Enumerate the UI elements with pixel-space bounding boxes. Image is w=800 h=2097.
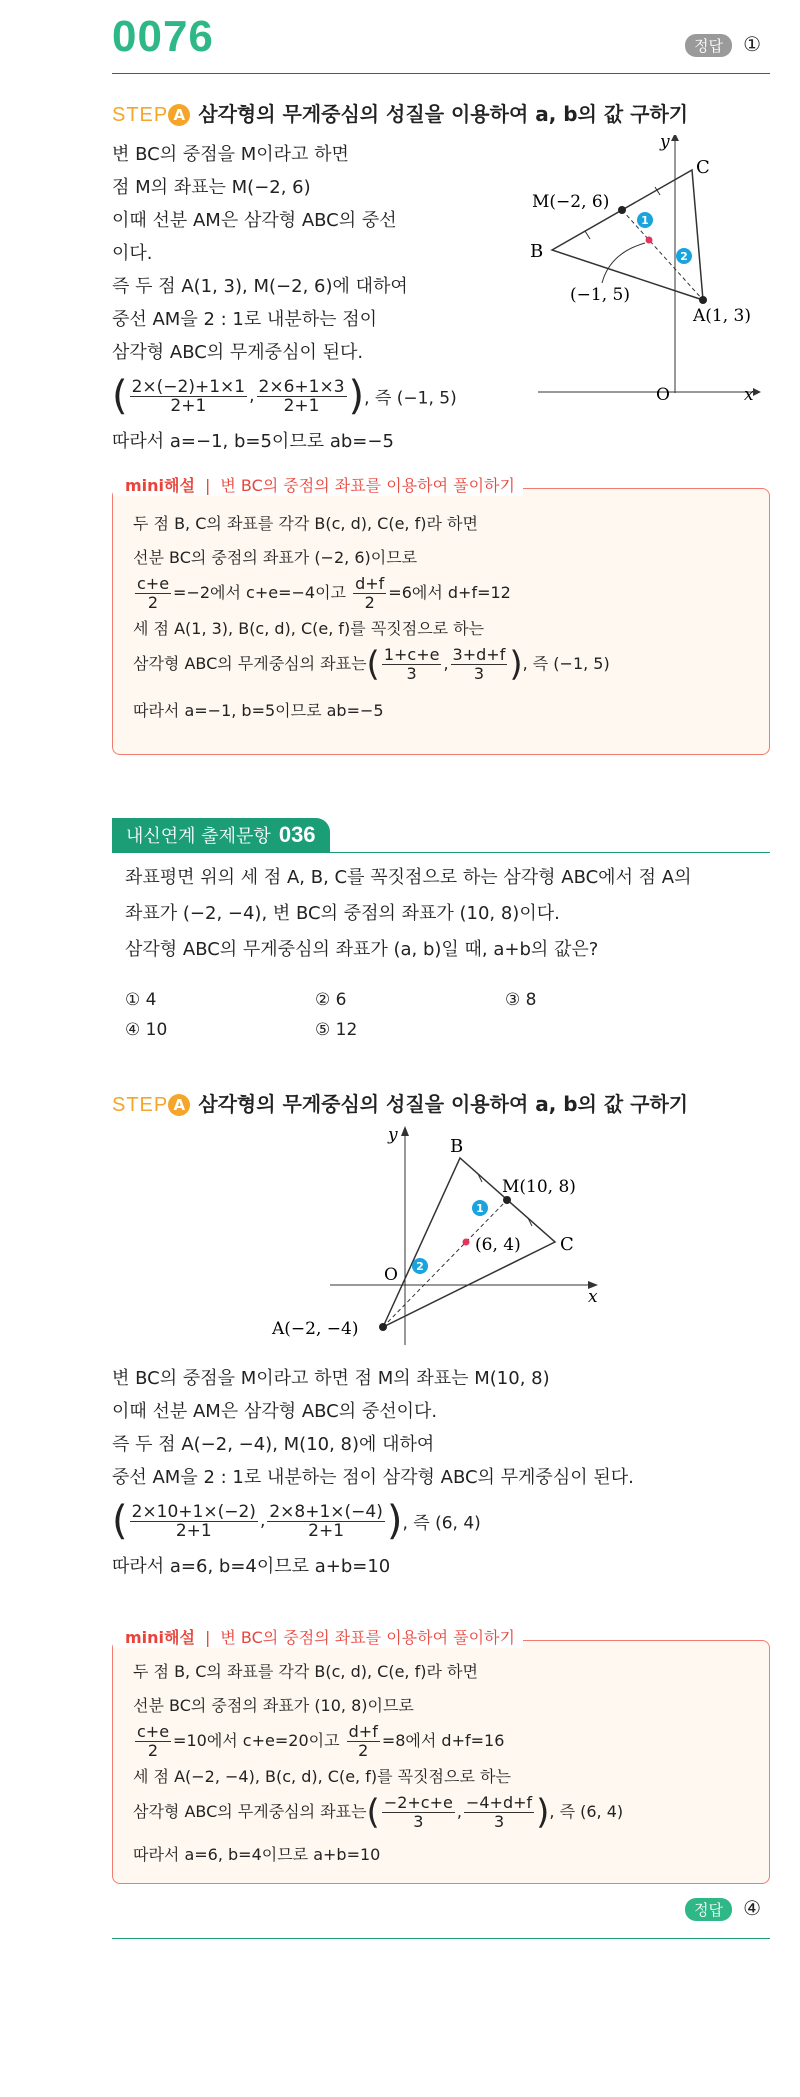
solution-text <box>112 138 552 458</box>
conclusion: 따라서 a=−1, b=5이므로 ab=−5 <box>112 431 394 452</box>
choice-5[interactable]: ⑤ 12 <box>315 1020 358 1040</box>
mini-explanation-2 <box>112 1628 770 1884</box>
conclusion: 따라서 a=6, b=4이므로 a+b=10 <box>112 1556 391 1577</box>
mini-line: 두 점 B, C의 좌표를 각각 B(c, d), C(e, f)라 하면 <box>133 514 478 533</box>
choice-3[interactable]: ③ 8 <box>505 990 537 1010</box>
formula-result: , 즉 (6, 4) <box>402 1513 481 1534</box>
tick-mark <box>585 231 590 239</box>
fraction-numerator: 2×6+1×3 <box>258 376 345 397</box>
answer-badge: 정답 <box>685 1898 732 1921</box>
solution-line: 즉 두 점 A(1, 3), M(−2, 6)에 대하여 <box>112 276 408 297</box>
centroid-formula: ( $\frac{2\times(-2)+1\times 1}{2+1}$ , $\frac{2\times 6+1\times 3}{2+1}$ ), 즉 (−1, 5) <box>112 373 457 419</box>
marker-1-label: 1 <box>476 1202 484 1215</box>
question-line: 삼각형 ABC의 무게중심의 좌표가 (a, b)일 때, a+b의 값은? <box>125 939 599 960</box>
median-am <box>383 1200 507 1327</box>
problem-number: 0076 <box>112 12 214 61</box>
triangle-abc <box>552 170 703 300</box>
answer-badge: 정답 <box>685 34 732 57</box>
mini-line: 삼각형 ABC의 무게중심의 좌표는( $\frac{1+c+e}{3}$ , $\frac{3+d+f}{3}$ ), 즉 (−1, 5) <box>133 644 610 685</box>
label-y: y <box>660 135 670 152</box>
marker-1-label: 1 <box>641 214 649 227</box>
label-x: x <box>744 385 754 405</box>
point-a <box>379 1323 387 1331</box>
choices <box>125 985 695 1045</box>
choice-1[interactable]: ① 4 <box>125 990 157 1010</box>
label-m: M(−2, 6) <box>532 192 610 212</box>
footer-answer <box>685 1896 761 1921</box>
naesin-label <box>112 818 330 852</box>
point-m <box>618 206 626 214</box>
fraction-denominator: 2 <box>147 593 159 612</box>
label-a: A(1, 3) <box>693 306 751 326</box>
answer-value: ① <box>743 32 762 56</box>
header-rule <box>112 73 770 74</box>
mini-text: 삼각형 ABC의 무게중심의 좌표는 <box>133 654 367 673</box>
fraction-numerator: c+e <box>137 574 170 593</box>
fraction-denominator: 3 <box>493 1812 505 1831</box>
mini-line: 따라서 a=−1, b=5이므로 ab=−5 <box>133 701 384 720</box>
label-centroid: (−1, 5) <box>570 285 630 305</box>
fraction-numerator: 2×10+1×(−2) <box>131 1501 256 1522</box>
label-origin: O <box>384 1265 398 1285</box>
naesin-question <box>125 860 765 968</box>
naesin-rule <box>112 852 770 853</box>
fraction-denominator: 2+1 <box>308 1520 345 1541</box>
mini-line: 선분 BC의 중점의 좌표가 (−2, 6)이므로 <box>133 548 418 567</box>
step-letter: A <box>168 104 190 126</box>
point-m <box>503 1196 511 1204</box>
mini-text: 삼각형 ABC의 무게중심의 좌표는 <box>133 1802 367 1821</box>
solution-text-2 <box>112 1362 772 1583</box>
solution-line: 변 BC의 중점을 M이라고 하면 <box>112 144 349 165</box>
solution-line: 변 BC의 중점을 M이라고 하면 점 M의 좌표는 M(10, 8) <box>112 1368 550 1389</box>
mini-line: 선분 BC의 중점의 좌표가 (10, 8)이므로 <box>133 1696 414 1715</box>
answer-value: ④ <box>743 1896 762 1920</box>
solution-line: 이때 선분 AM은 삼각형 ABC의 중선 <box>112 210 397 231</box>
centroid-formula: ( $\frac{2\times 10+1\times(-2)}{2+1}$ , $\frac{2\times 8+1\times(-4)}{2+1}$ ), 즉 (6, 4) <box>112 1498 481 1544</box>
label-a: A(−2, −4) <box>272 1319 359 1339</box>
fraction-numerator: −2+c+e <box>383 1793 453 1812</box>
label-centroid: (6, 4) <box>475 1235 521 1255</box>
fraction-denominator: 3 <box>473 664 485 683</box>
fraction-numerator: 1+c+e <box>383 645 440 664</box>
solution-line: 중선 AM을 2 : 1로 내분하는 점이 삼각형 ABC의 무게중심이 된다. <box>112 1467 634 1488</box>
step-heading-2 <box>112 1088 688 1117</box>
solution-line: 이때 선분 AM은 삼각형 ABC의 중선이다. <box>112 1401 438 1422</box>
fraction-numerator: d+f <box>355 574 385 593</box>
step-word: STEP <box>112 104 169 126</box>
mini-line: 삼각형 ABC의 무게중심의 좌표는( $\frac{-2+c+e}{3}$ , $\frac{-4+d+f}{3}$ ), 즉 (6, 4) <box>133 1792 624 1833</box>
solution-line: 즉 두 점 A(−2, −4), M(10, 8)에 대하여 <box>112 1434 435 1455</box>
question-line: 좌표평면 위의 세 점 A, B, C를 꼭짓점으로 하는 삼각형 ABC에서 점 A의 <box>125 867 692 888</box>
label-c: C <box>696 157 710 178</box>
mini-line <box>133 1723 759 1760</box>
mini-text: , 즉 (−1, 5) <box>522 654 610 673</box>
mini-line: 두 점 B, C의 좌표를 각각 B(c, d), C(e, f)라 하면 <box>133 1662 478 1681</box>
mini-explanation-1 <box>112 476 770 755</box>
y-axis-arrow <box>401 1126 409 1136</box>
fraction-numerator: −4+d+f <box>465 1793 533 1812</box>
fraction-denominator: 2+1 <box>175 1520 212 1541</box>
fraction-denominator: 3 <box>406 664 417 683</box>
naesin-title: 내신연계 출제문항 <box>126 826 271 847</box>
formula-result: , 즉 (−1, 5) <box>364 388 457 409</box>
choice-2[interactable]: ② 6 <box>315 990 347 1010</box>
mini-text: , 즉 (6, 4) <box>549 1802 624 1821</box>
label-x: x <box>588 1287 598 1307</box>
triangle-figure-1 <box>530 135 770 415</box>
mini-text: =6에서 d+f=12 <box>388 583 511 602</box>
solution-line: 삼각형 ABC의 무게중심이 된다. <box>112 342 364 363</box>
mini-title: 변 BC의 중점의 좌표를 이용하여 풀이하기 <box>220 1628 515 1647</box>
label-m: M(10, 8) <box>502 1177 576 1197</box>
solution-line: 점 M의 좌표는 M(−2, 6) <box>112 177 311 198</box>
step-letter: A <box>168 1094 190 1116</box>
mini-line: 세 점 A(−2, −4), B(c, d), C(e, f)를 꼭짓점으로 하는 <box>133 1767 511 1786</box>
label-origin: O <box>656 385 670 405</box>
step-title: 삼각형의 무게중심의 성질을 이용하여 a, b의 값 구하기 <box>198 102 689 126</box>
footer-rule <box>112 1938 770 1939</box>
fraction-denominator: 2 <box>147 1741 159 1760</box>
fraction-denominator: 2 <box>364 593 375 612</box>
mini-header: mini해설 | 변 BC의 중점의 좌표를 이용하여 풀이하기 <box>113 1625 523 1648</box>
marker-2-label: 2 <box>680 250 688 263</box>
fraction-numerator: d+f <box>348 1722 378 1741</box>
mini-label: mini해설 <box>125 1628 195 1647</box>
fraction-numerator: c+e <box>137 1722 170 1741</box>
point-a <box>699 296 707 304</box>
fraction-denominator: 2+1 <box>283 395 320 416</box>
label-y: y <box>388 1125 398 1145</box>
naesin-number: 036 <box>278 822 316 847</box>
fraction-numerator: 3+d+f <box>452 645 506 664</box>
centroid-point <box>646 237 653 244</box>
solution-line: 이다. <box>112 243 153 264</box>
centroid-point <box>463 1239 470 1246</box>
step-heading <box>112 98 688 127</box>
mini-text: =8에서 d+f=16 <box>381 1731 505 1750</box>
question-line: 좌표가 (−2, −4), 변 BC의 중점의 좌표가 (10, 8)이다. <box>125 903 560 924</box>
triangle-figure-2 <box>270 1120 610 1350</box>
mini-line: 세 점 A(1, 3), B(c, d), C(e, f)를 꼭짓점으로 하는 <box>133 619 485 638</box>
pointer-arrow <box>602 243 645 283</box>
x-axis-arrow <box>753 388 761 396</box>
mini-title: 변 BC의 중점의 좌표를 이용하여 풀이하기 <box>220 476 515 495</box>
answer-label <box>685 32 761 57</box>
label-b: B <box>530 241 544 262</box>
label-c: C <box>560 1234 574 1255</box>
mini-line: 따라서 a=6, b=4이므로 a+b=10 <box>133 1845 381 1864</box>
mini-header: mini해설 | 변 BC의 중점의 좌표를 이용하여 풀이하기 <box>113 473 523 496</box>
mini-text: =−2에서 c+e=−4이고 <box>173 583 346 602</box>
fraction-numerator: 2×8+1×(−4) <box>269 1501 383 1522</box>
mini-text: =10에서 c+e=20이고 <box>173 1731 340 1750</box>
step-word: STEP <box>112 1094 169 1116</box>
choice-4[interactable]: ④ 10 <box>125 1020 168 1040</box>
mini-line <box>133 575 759 612</box>
fraction-numerator: 2×(−2)+1×1 <box>131 376 246 397</box>
step-title: 삼각형의 무게중심의 성질을 이용하여 a, b의 값 구하기 <box>198 1092 689 1116</box>
marker-2-label: 2 <box>416 1260 424 1273</box>
mini-label: mini해설 <box>125 476 195 495</box>
y-axis-arrow <box>671 135 679 141</box>
fraction-denominator: 2 <box>358 1741 369 1760</box>
fraction-denominator: 3 <box>413 1812 424 1831</box>
solution-line: 중선 AM을 2 : 1로 내분하는 점이 <box>112 309 378 330</box>
fraction-denominator: 2+1 <box>170 395 207 416</box>
label-b: B <box>450 1136 464 1157</box>
